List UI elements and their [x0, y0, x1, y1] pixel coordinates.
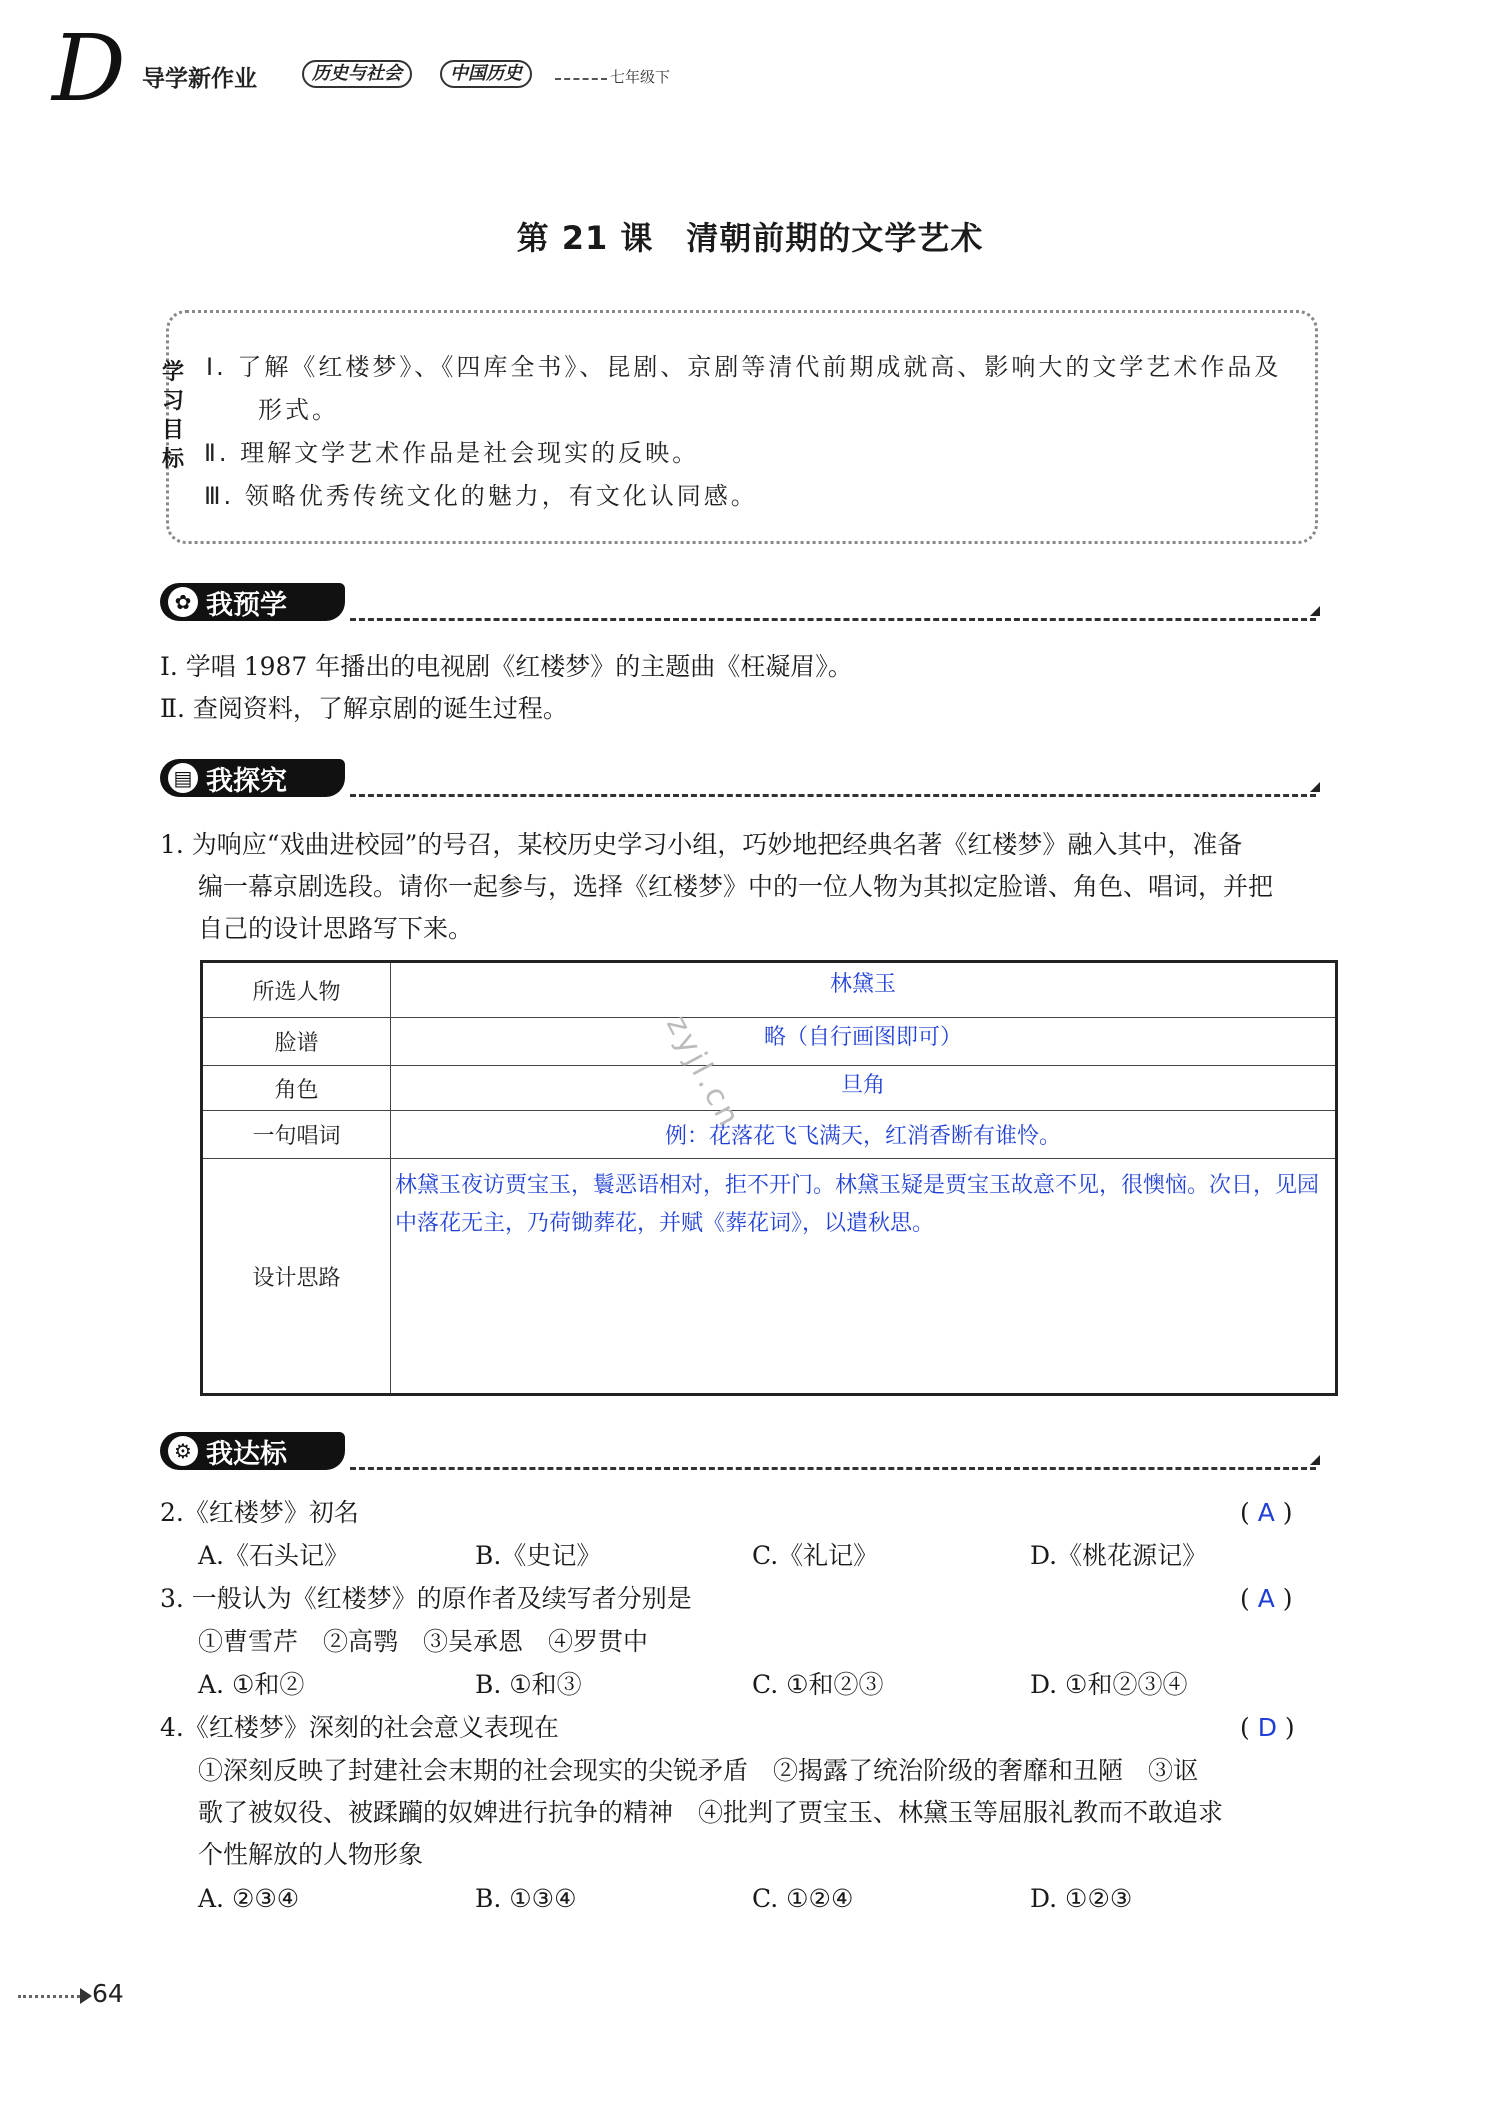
- grade-label: 七年级下: [610, 68, 671, 86]
- answer-bracket: ( D ): [1240, 1713, 1295, 1742]
- section-preview-badge: ✿ 我预学: [160, 583, 345, 621]
- option-b: B. ①和③: [475, 1670, 582, 1699]
- question-3-stem: 3. 一般认为《红楼梦》的原作者及续写者分别是: [160, 1584, 692, 1613]
- table-row: [202, 962, 1337, 1018]
- option-d: D. ①②③: [1030, 1884, 1133, 1913]
- objective-2: Ⅱ. 理解文学艺术作品是社会现实的反映。: [204, 439, 700, 467]
- row-label: 一句唱词: [202, 1111, 391, 1159]
- question-4-statements-2: 歌了被奴役、被蹂躏的奴婢进行抗争的精神 ④批判了贾宝玉、林黛玉等屈服礼教而不敢追求: [198, 1798, 1224, 1827]
- option-c: C.《礼记》: [752, 1541, 879, 1570]
- subject-pill-2: 中国历史: [440, 60, 532, 88]
- question-1-line-1: 1. 为响应“戏曲进校园”的号召，某校历史学习小组，巧妙地把经典名著《红楼梦》融入其中，准备: [160, 830, 1243, 859]
- table-row: [202, 1111, 1337, 1159]
- section-explore-badge: ▤ 我探究: [160, 759, 345, 797]
- objective-1-cont: 形式。: [258, 396, 339, 424]
- row-answer: 林黛玉夜访贾宝玉，鬟恶语相对，拒不开门。林黛玉疑是贾宝玉故意不见，很懊恼。次日，见园中落花无主，乃荷锄葬花，并赋《葬花词》，以遣秋思。: [391, 1159, 1337, 1395]
- watermark: zyjl.cn: [659, 1010, 748, 1136]
- row-label: 脸谱: [202, 1018, 391, 1066]
- table-row: [202, 1066, 1337, 1111]
- page-number: 64: [92, 1979, 124, 2008]
- option-c: C. ①和②③: [752, 1670, 884, 1699]
- lesson-title: 第 21 课 清朝前期的文学艺术: [516, 219, 984, 257]
- objective-3: Ⅲ. 领略优秀传统文化的魅力，有文化认同感。: [204, 482, 758, 510]
- subject-pill: 历史与社会: [302, 60, 412, 88]
- option-d: D.《桃花源记》: [1030, 1541, 1208, 1570]
- option-c: C. ①②④: [752, 1884, 854, 1913]
- question-1-line-3: 自己的设计思路写下来。: [198, 914, 474, 943]
- header-divider: [555, 78, 607, 80]
- answer-bracket: ( A ): [1240, 1498, 1293, 1527]
- corner-mark: [1310, 1455, 1320, 1465]
- answer-bracket: ( A ): [1240, 1584, 1293, 1613]
- row-answer: 旦角: [391, 1066, 1337, 1111]
- objective-1: Ⅰ. 了解《红楼梦》、《四库全书》、昆剧、京剧等清代前期成就高、影响大的文学艺术作品及: [206, 353, 1282, 381]
- objectives-side-label: 学 习 目 标: [161, 360, 184, 472]
- corner-mark: [1310, 606, 1320, 616]
- section-divider: [350, 794, 1316, 797]
- answer-value: D: [1257, 1713, 1277, 1742]
- section-assess-badge: ⚙ 我达标: [160, 1432, 345, 1470]
- answer-value: A: [1257, 1498, 1275, 1527]
- option-a: A. ①和②: [198, 1670, 305, 1699]
- option-b: B. ①③④: [475, 1884, 577, 1913]
- books-icon: ▤: [168, 763, 198, 793]
- question-4-statements-3: 个性解放的人物形象: [198, 1840, 424, 1869]
- section-divider: [350, 1467, 1316, 1470]
- question-3-statements: ①曹雪芹 ②高鹗 ③吴承恩 ④罗贯中: [198, 1627, 649, 1656]
- row-label: 角色: [202, 1066, 391, 1111]
- question-2-stem: 2.《红楼梦》初名: [160, 1498, 359, 1527]
- logo: [48, 18, 134, 118]
- row-answer: 略（自行画图即可）: [391, 1018, 1337, 1066]
- row-label: 设计思路: [202, 1159, 391, 1395]
- pinwheel-icon: ✿: [168, 587, 198, 617]
- design-table: [200, 960, 1338, 1396]
- logo-letter: D: [52, 18, 126, 118]
- row-answer: 例：花落花飞飞满天，红消香断有谁怜。: [391, 1111, 1337, 1159]
- book-title: 导学新作业: [142, 66, 257, 92]
- page-number-leader: [18, 1995, 80, 1998]
- answer-value: A: [1257, 1584, 1275, 1613]
- question-4-stem: 4.《红楼梦》深刻的社会意义表现在: [160, 1713, 559, 1742]
- preview-item-2: Ⅱ. 查阅资料，了解京剧的诞生过程。: [160, 694, 568, 723]
- option-d: D. ①和②③④: [1030, 1670, 1188, 1699]
- arrow-right-icon: [80, 1988, 92, 2004]
- bicycle-icon: ⚙: [168, 1436, 198, 1466]
- question-4-statements-1: ①深刻反映了封建社会末期的社会现实的尖锐矛盾 ②揭露了统治阶级的奢靡和丑陋 ③讴: [198, 1756, 1199, 1785]
- corner-mark: [1310, 782, 1320, 792]
- table-row: [202, 1159, 1337, 1395]
- preview-item-1: Ⅰ. 学唱 1987 年播出的电视剧《红楼梦》的主题曲《枉凝眉》。: [160, 652, 853, 681]
- section-divider: [350, 618, 1316, 621]
- option-a: A. ②③④: [198, 1884, 300, 1913]
- option-b: B.《史记》: [475, 1541, 602, 1570]
- option-a: A.《石头记》: [198, 1541, 350, 1570]
- table-row: [202, 1018, 1337, 1066]
- row-answer: 林黛玉: [391, 962, 1337, 1018]
- row-label: 所选人物: [202, 962, 391, 1018]
- question-1-line-2: 编一幕京剧选段。请你一起参与，选择《红楼梦》中的一位人物为其拟定脸谱、角色、唱词，并把: [198, 872, 1274, 901]
